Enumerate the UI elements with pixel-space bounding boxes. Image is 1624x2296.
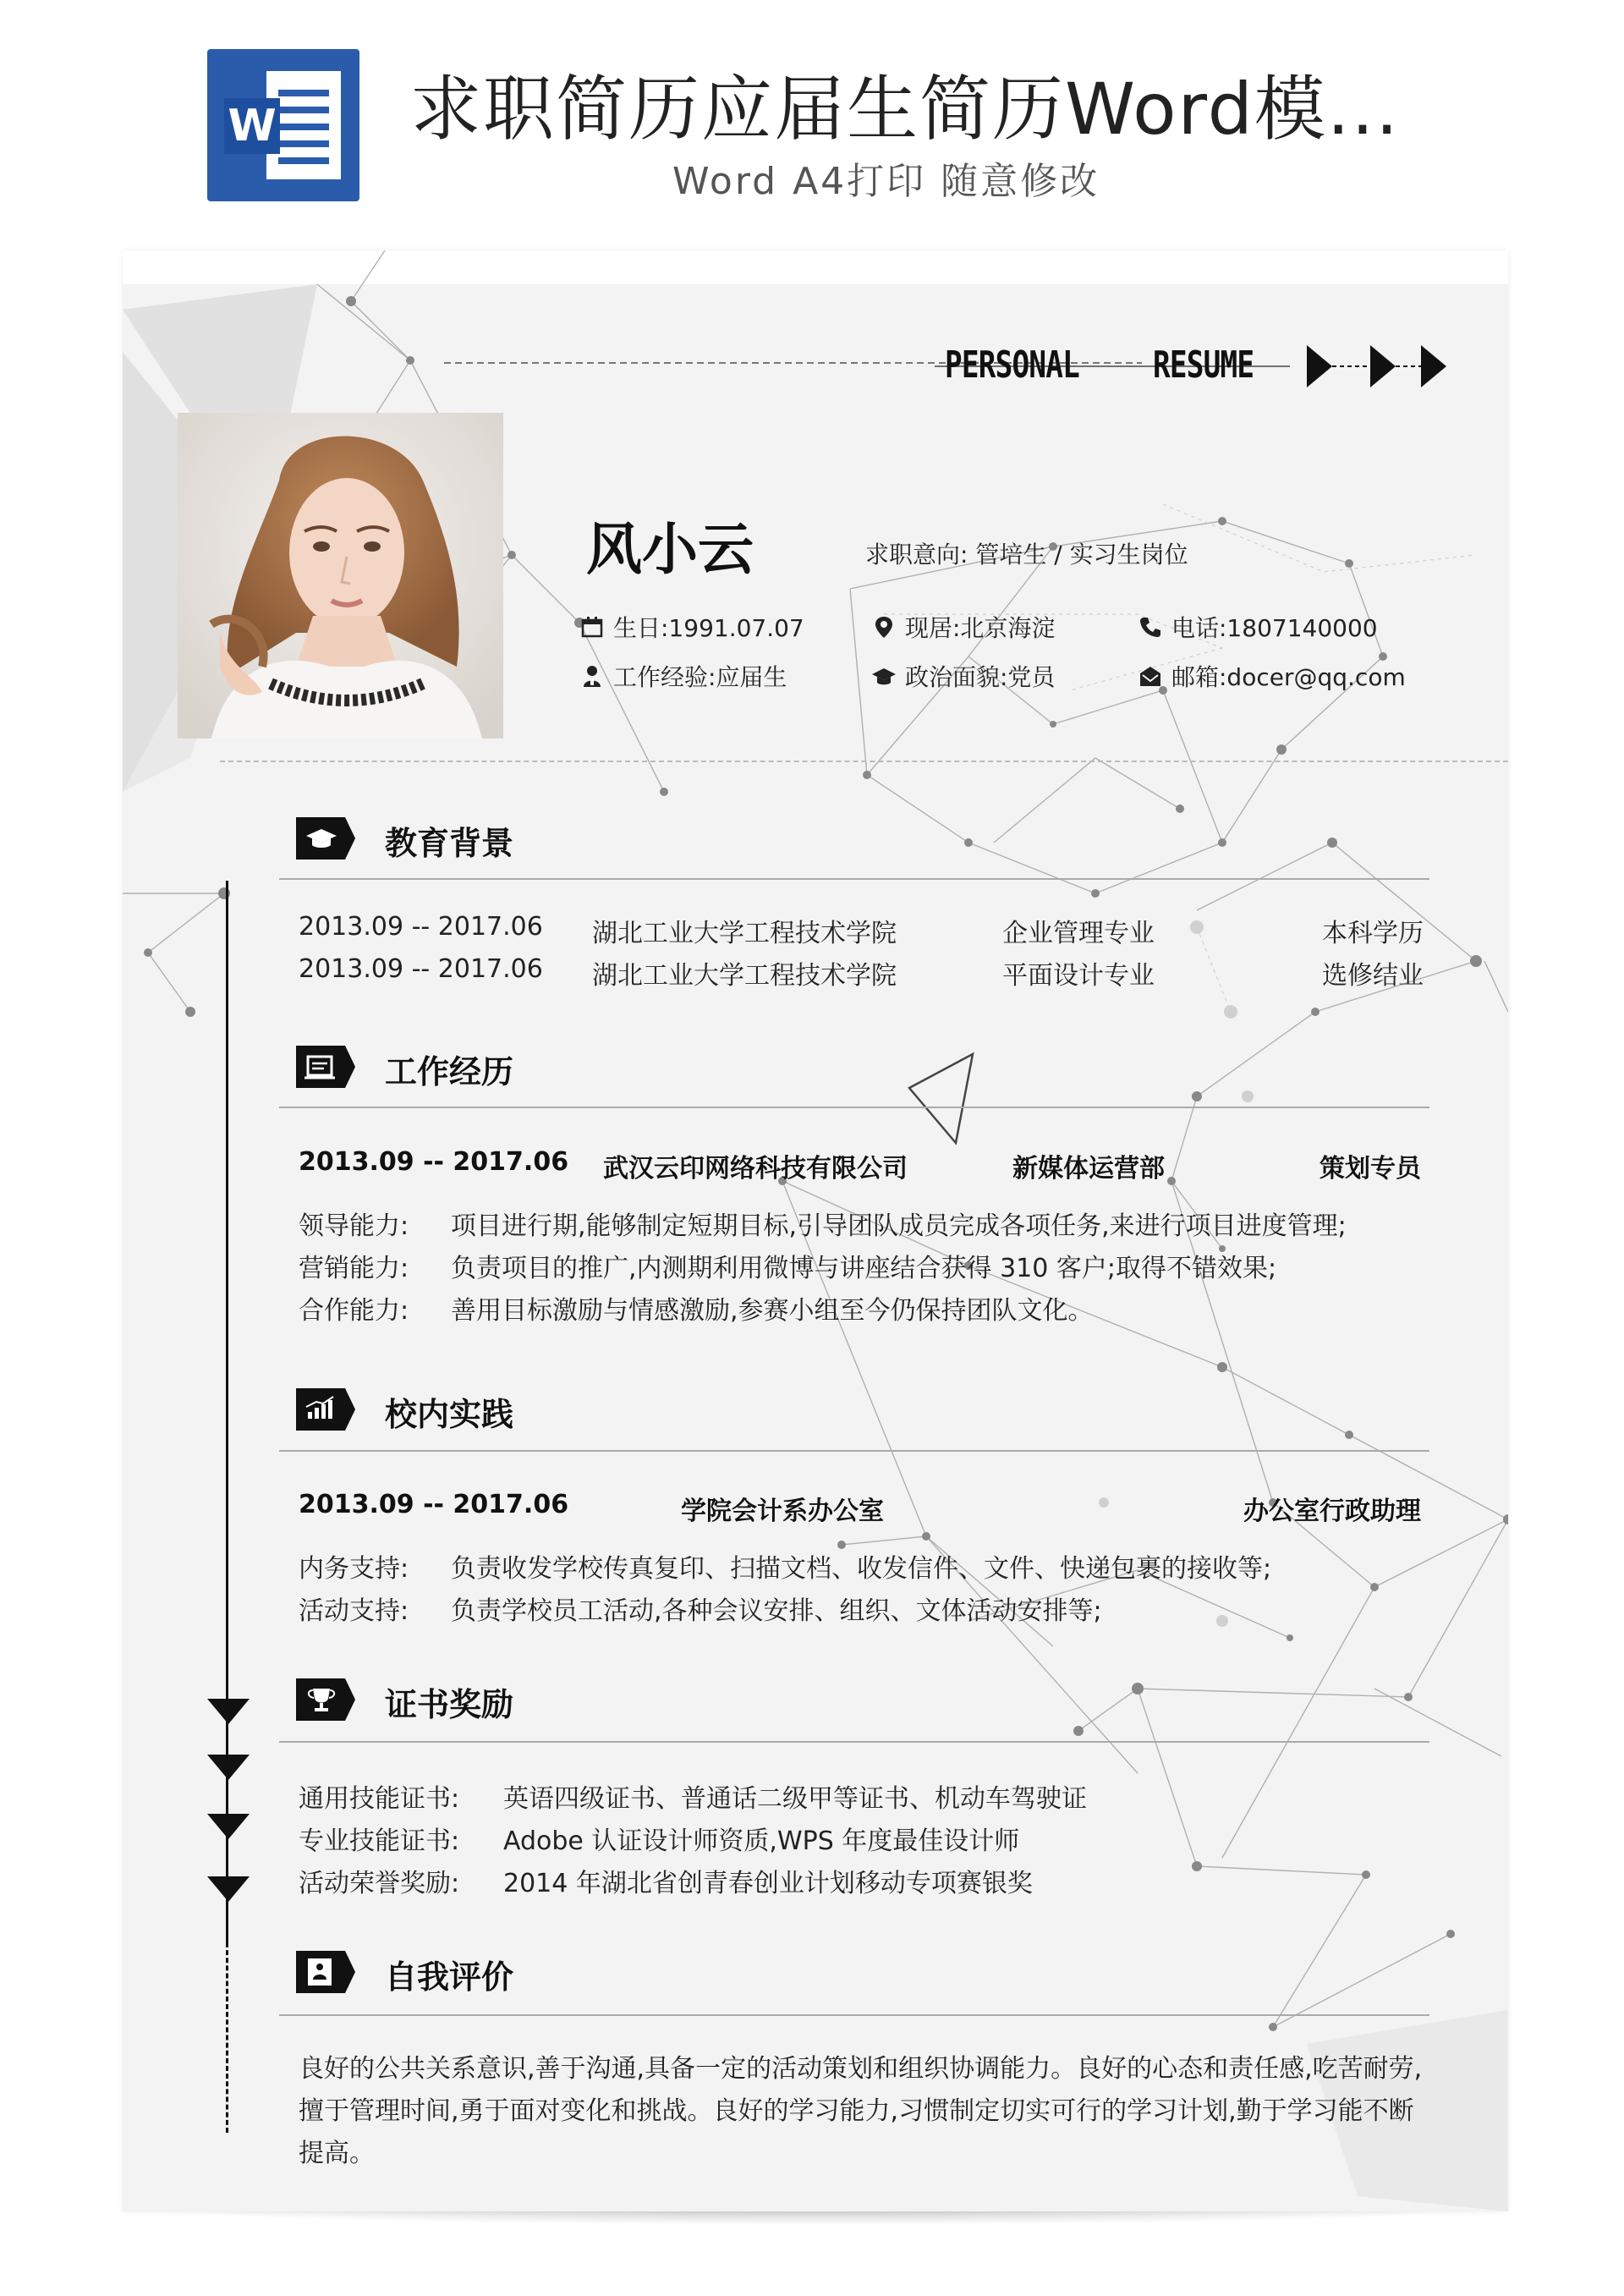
timeline-arrow: [207, 1876, 250, 1902]
award-text: 2014 年湖北省创青春创业计划移动专项赛银奖: [503, 1869, 1033, 1898]
work-company: 武汉云印网络科技有限公司: [603, 1154, 908, 1184]
work-item-text: 负责项目的推广,内测期利用微博与讲座结合获得 310 客户;取得不错效果;: [451, 1254, 1277, 1283]
banner-word-resume: RESUME: [1153, 343, 1254, 387]
timeline-arrow: [207, 1755, 250, 1780]
location-pin-icon: [871, 614, 897, 640]
award-label: 通用技能证书:: [299, 1784, 460, 1814]
edu-major: 平面设计专业: [1002, 961, 1155, 991]
candidate-name: 风小云: [586, 517, 754, 582]
work-section-icon: [296, 1046, 355, 1088]
resume-paper: [123, 250, 1508, 2211]
job-intent-value: 管培生 / 实习生岗位: [975, 541, 1188, 569]
work-date: 2013.09 -- 2017.06: [299, 1147, 569, 1177]
edu-degree: 本科学历: [1322, 919, 1424, 948]
campus-item-text: 负责收发学校传真复印、扫描文档、收发信件、文件、快递包裹的接收等;: [451, 1554, 1272, 1584]
work-title: 工作经历: [385, 1053, 514, 1090]
job-intent: [865, 536, 1188, 570]
award-text: 英语四级证书、普通话二级甲等证书、机动车驾驶证: [503, 1784, 1087, 1814]
word-logo-icon: [207, 49, 359, 201]
award-label: 活动荣誉奖励:: [299, 1869, 460, 1898]
campus-rule: [279, 1450, 1429, 1452]
word-logo-letter: W: [224, 98, 280, 154]
self-title: 自我评价: [385, 1958, 514, 1996]
award-text: Adobe 认证设计师资质,WPS 年度最佳设计师: [503, 1826, 1020, 1856]
page-subtitle: Word A4打印 随意修改: [672, 160, 1100, 203]
user-icon: [579, 663, 605, 689]
info-phone: [1138, 610, 1378, 644]
awards-section-icon: [296, 1678, 355, 1721]
education-section-icon: [296, 817, 355, 860]
self-section-icon: [296, 1951, 355, 1993]
mail-icon: [1138, 663, 1163, 689]
campus-item-label: 活动支持:: [299, 1596, 409, 1626]
job-intent-label: 求职意向:: [865, 541, 968, 569]
edu-major: 企业管理专业: [1002, 919, 1155, 948]
self-evaluation-text: 良好的公共关系意识,善于沟通,具备一定的活动策划和组织协调能力。良好的心态和责任感,吃苦耐劳,擅于管理时间,勇于面对变化和挑战。良好的学习能力,习惯制定切实可行的学习计划,勤于学习能不断提高。: [299, 2054, 1423, 2168]
education-title: 教育背景: [385, 825, 514, 862]
info-residence: [871, 610, 1055, 644]
phone-icon: [1138, 614, 1163, 640]
profile-divider: [220, 761, 1508, 762]
preview-header: [0, 0, 1624, 245]
campus-section-icon: [296, 1388, 355, 1431]
campus-item-label: 内务支持:: [299, 1554, 409, 1584]
profile-photo: [178, 413, 503, 739]
email-text: 邮箱:docer@qq.com: [1171, 663, 1406, 691]
work-item-label: 营销能力:: [299, 1254, 409, 1283]
campus-title: 校内实践: [385, 1396, 514, 1433]
work-item-label: 合作能力:: [299, 1296, 409, 1326]
education-rule: [279, 878, 1429, 880]
work-item-label: 领导能力:: [299, 1211, 409, 1241]
work-role: 策划专员: [1320, 1154, 1421, 1184]
info-birthday: [579, 610, 804, 644]
timeline-line: [226, 881, 228, 1942]
info-email: [1138, 659, 1406, 693]
awards-rule: [279, 1741, 1429, 1743]
edu-school: 湖北工业大学工程技术学院: [592, 961, 897, 991]
awards-title: 证书奖励: [385, 1686, 514, 1723]
self-rule: [279, 2014, 1429, 2016]
edu-school: 湖北工业大学工程技术学院: [592, 919, 897, 948]
campus-item-text: 负责学校员工活动,各种会议安排、组织、文体活动安排等;: [451, 1596, 1102, 1626]
timeline-arrow: [207, 1699, 250, 1724]
campus-role: 办公室行政助理: [1243, 1497, 1421, 1526]
residence-text: 现居:北京海淀: [905, 614, 1056, 642]
campus-org: 学院会计系办公室: [681, 1497, 884, 1526]
politics-text: 政治面貌:党员: [905, 663, 1056, 691]
work-dept: 新媒体运营部: [1012, 1154, 1165, 1184]
work-item-text: 善用目标激励与情感激励,参赛小组至今仍保持团队文化。: [451, 1296, 1094, 1326]
birthday-text: 生日:1991.07.07: [613, 614, 804, 642]
work-item-text: 项目进行期,能够制定短期目标,引导团队成员完成各项任务,来进行项目进度管理;: [451, 1211, 1347, 1241]
edu-date: 2013.09 -- 2017.06: [299, 912, 543, 942]
edu-date: 2013.09 -- 2017.06: [299, 954, 543, 984]
timeline-arrow: [207, 1814, 250, 1839]
calendar-icon: [579, 614, 605, 640]
campus-date: 2013.09 -- 2017.06: [299, 1490, 569, 1519]
graduation-cap-icon: [871, 663, 897, 689]
info-politics: [871, 659, 1055, 693]
experience-text: 工作经验:应届生: [613, 663, 787, 691]
edu-degree: 选修结业: [1322, 961, 1424, 991]
timeline-dash: [226, 1942, 228, 2133]
work-rule: [279, 1107, 1429, 1108]
award-label: 专业技能证书:: [299, 1826, 460, 1856]
banner-word-personal: PERSONAL: [945, 343, 1080, 387]
info-experience: [579, 659, 787, 693]
phone-text: 电话:1807140000: [1171, 614, 1378, 642]
page-title: 求职简历应届生简历Word模...: [410, 68, 1401, 151]
